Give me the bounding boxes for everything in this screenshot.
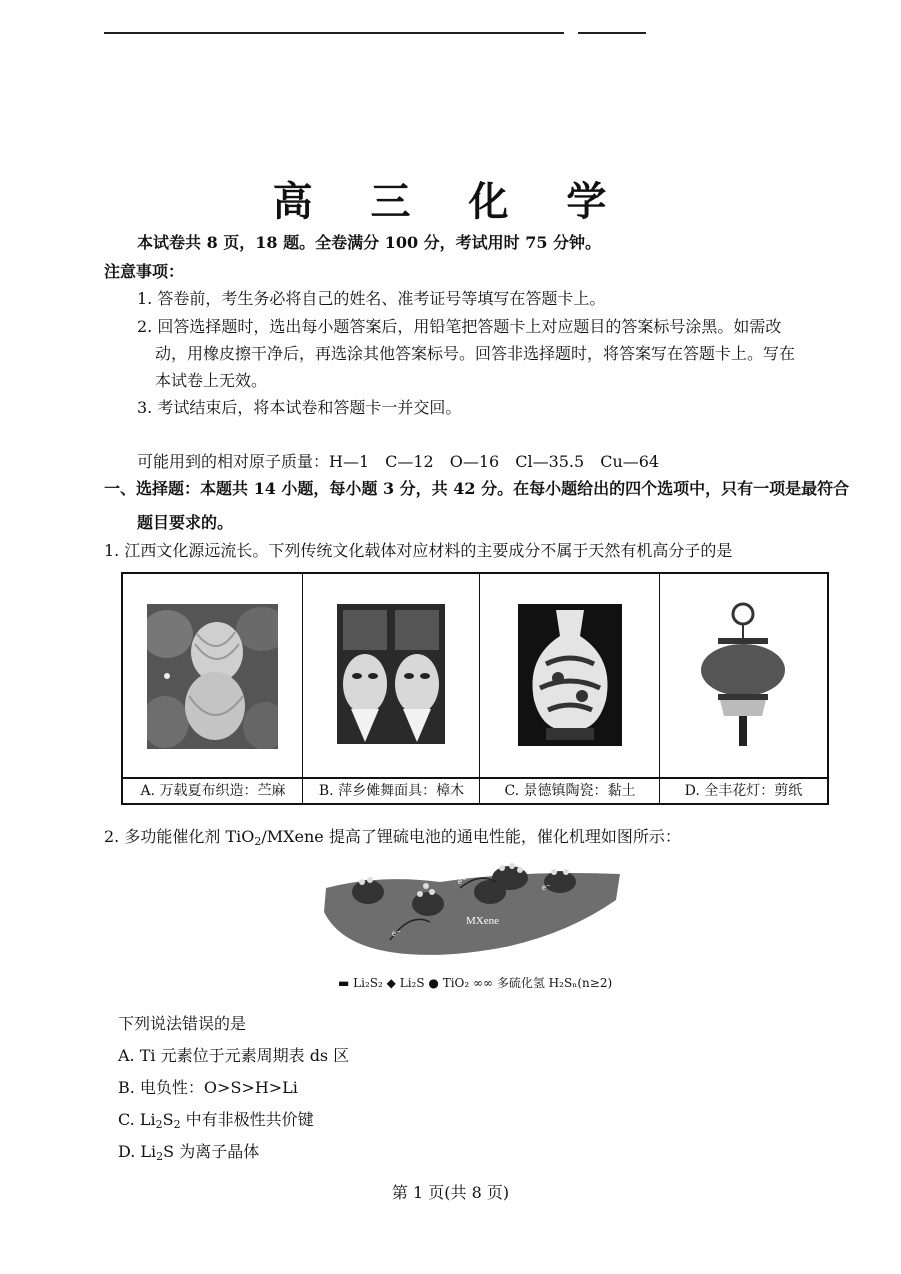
polysulfide-icon: ∞∞: [473, 976, 494, 990]
q2-stem-pre: 2. 多功能催化剂 TiO: [104, 827, 255, 846]
page-title: 高 三 化 学: [272, 178, 629, 225]
top-rule-right: [578, 32, 646, 34]
top-rule: [104, 32, 564, 34]
section-heading-line2: 题目要求的。: [137, 513, 234, 532]
q2-stem: [104, 826, 681, 853]
electron-label-3: e⁻: [542, 882, 551, 892]
electron-label-2: e⁻: [458, 876, 467, 886]
q2-stem-sub: 2: [254, 835, 262, 848]
li2s-icon: ◆: [386, 976, 396, 990]
q2-option-c-post: 中有非极性共价键: [180, 1110, 314, 1129]
atomic-masses: 可能用到的相对原子质量：H—1 C—12 O—16 Cl—35.5 Cu—64: [137, 452, 660, 471]
notice-3: 3. 考试结束后，将本试卷和答题卡一并交回。: [137, 398, 462, 417]
q2-option-b: B. 电负性：O>S>H>Li: [118, 1078, 298, 1097]
q1-cell-a: [123, 574, 303, 803]
q2-option-c: [118, 1109, 314, 1136]
q2-option-d-sub: 2: [156, 1150, 164, 1163]
tio2-icon: ●: [428, 976, 439, 990]
legend-li2s: Li₂S: [399, 976, 425, 990]
q1-option-d: D. 全丰花灯：剪纸: [684, 783, 803, 799]
ramie-photo: [147, 604, 278, 749]
page-footer: 第 1 页(共 8 页): [391, 1183, 510, 1202]
q2-option-d-post: S 为离子晶体: [163, 1142, 260, 1161]
legend-li2s2: Li₂S₂: [353, 976, 383, 990]
q2-option-c-sub1: 2: [155, 1118, 163, 1131]
q1-cell-c: [480, 574, 660, 803]
notice-heading: 注意事项：: [104, 262, 185, 281]
q2-option-c-sub2: 2: [173, 1118, 181, 1131]
electron-label-1: e⁻: [392, 928, 401, 938]
notice-1: 1. 答卷前，考生务必将自己的姓名、准考证号等填写在答题卡上。: [137, 289, 606, 308]
q2-option-d: [118, 1141, 259, 1168]
q1-option-b: B. 萍乡傩舞面具：樟木: [318, 783, 465, 799]
q2-question: 下列说法错误的是: [118, 1014, 247, 1033]
q1-stem: 1. 江西文化源远流长。下列传统文化载体对应材料的主要成分不属于天然有机高分子的是: [104, 541, 733, 560]
li2s2-icon: ▬: [338, 976, 350, 990]
q1-cell-b: [303, 574, 480, 803]
notice-2b: 动，用橡皮擦干净后，再选涂其他答案标号。回答非选择题时，将答案写在答题卡上。写在: [155, 344, 796, 363]
legend-polysulfide: 多硫化氢 H₂Sₙ(n≥2): [496, 976, 613, 990]
exam-intro: 本试卷共 8 页，18 题。全卷满分 100 分，考试用时 75 分钟。: [137, 233, 602, 252]
q1-image-table: [121, 572, 829, 805]
q1-option-a: A. 万载夏布织造：苎麻: [140, 783, 286, 799]
notice-2c: 本试卷上无效。: [155, 371, 268, 390]
q1-option-c: C. 景德镇陶瓷：黏土: [504, 783, 636, 799]
q2-option-c-mid: S: [162, 1110, 174, 1129]
porcelain-vase-photo: [518, 604, 622, 746]
q2-option-c-pre: C. Li: [118, 1110, 156, 1129]
section-heading-line1: 一、选择题：本题共 14 小题，每小题 3 分，共 42 分。在每小题给出的四个选项中，只有一项是最符合: [104, 479, 850, 498]
lantern-picture: [698, 600, 788, 748]
q2-option-d-pre: D. Li: [118, 1142, 157, 1161]
catalysis-diagram: [320, 852, 630, 960]
q2-stem-post: /MXene 提高了锂硫电池的通电性能，催化机理如图所示：: [261, 827, 681, 846]
notice-2a: 2. 回答选择题时，选出每小题答案后，用铅笔把答题卡上对应题目的答案标号涂黑。如需改: [137, 317, 782, 336]
diagram-legend: [338, 974, 612, 991]
legend-tio2: TiO₂: [442, 976, 470, 990]
mxene-label: MXene: [466, 915, 499, 927]
q2-option-a: A. Ti 元素位于元素周期表 ds 区: [118, 1046, 350, 1065]
q1-cell-d: [660, 574, 827, 803]
nuo-mask-photo: [337, 604, 445, 744]
